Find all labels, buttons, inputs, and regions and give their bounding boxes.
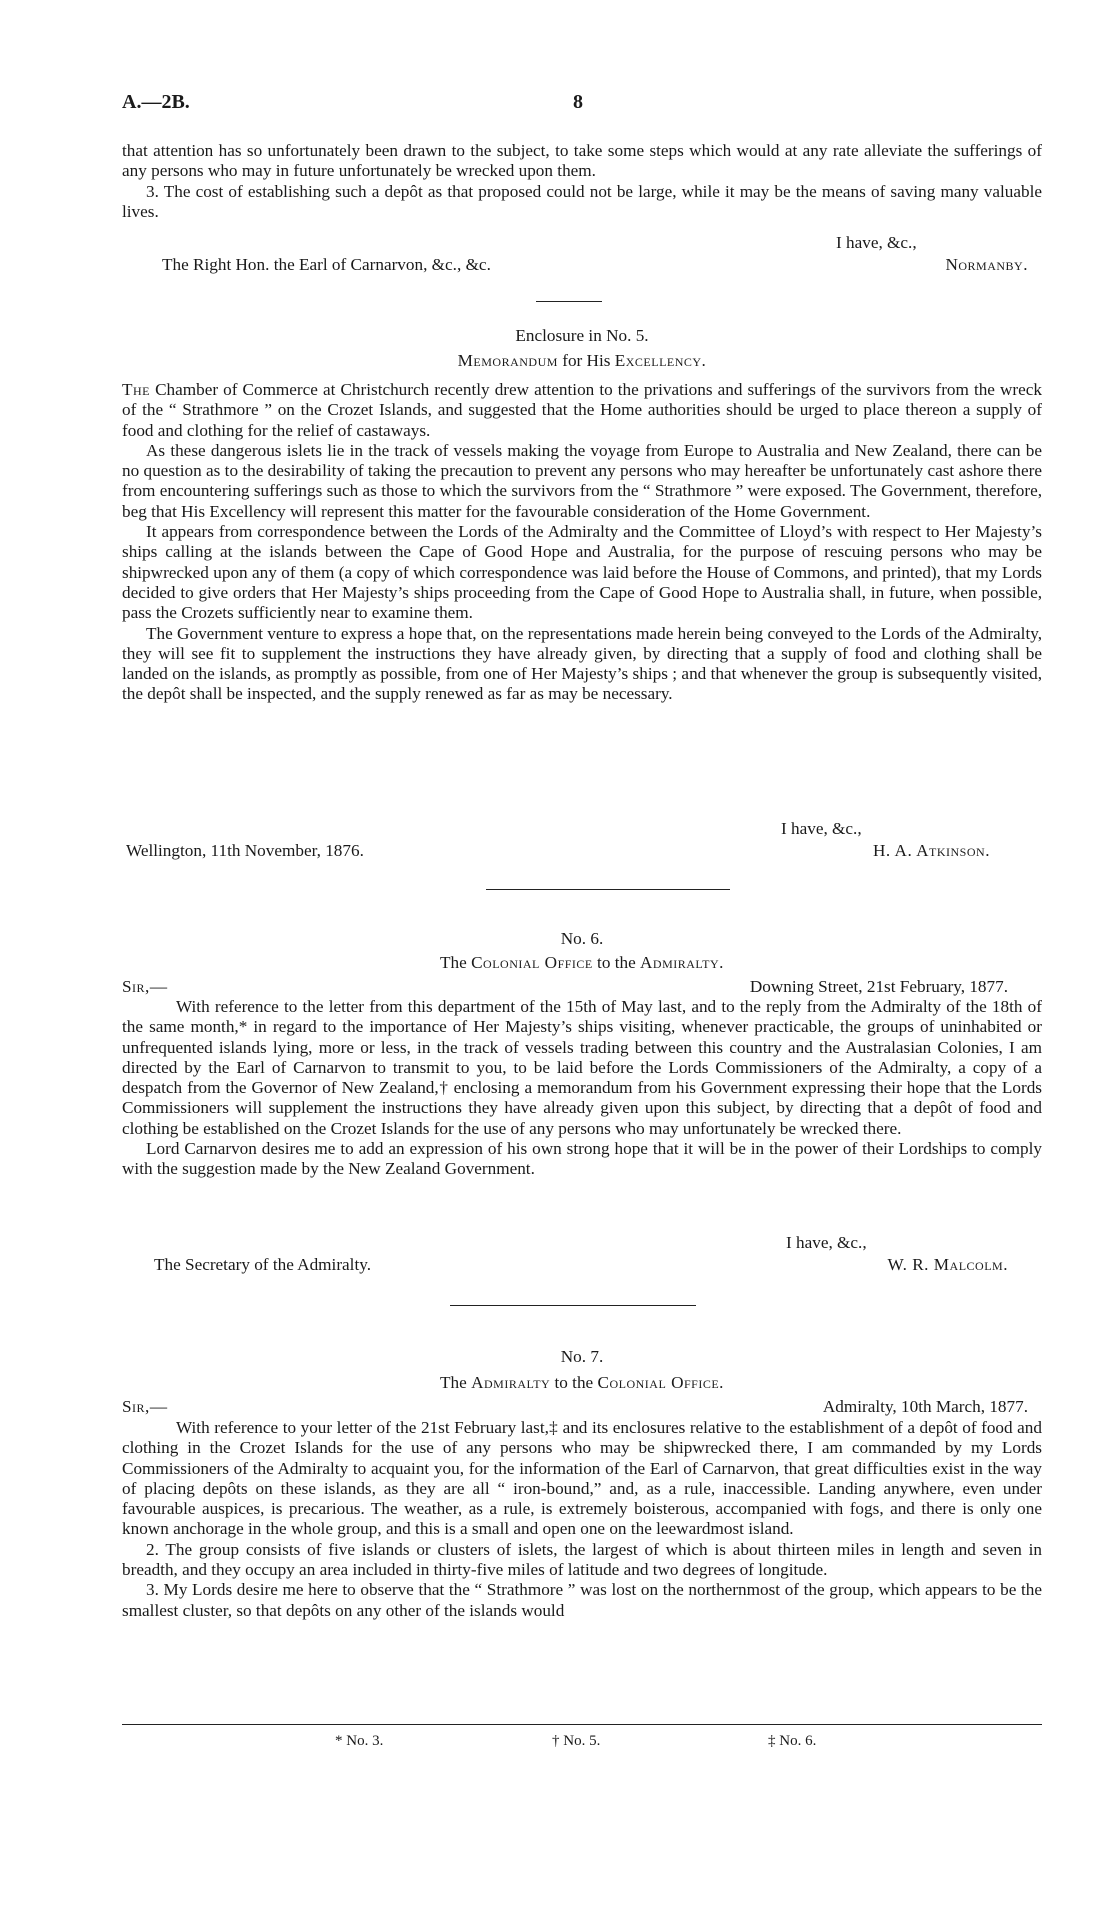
no6-paragraph-1: With reference to the letter from this department of the 15th of May last, and to the reply from the Admiralty of the 18th of the same month,* in regard to the importance of Her Majesty’s ships visiting, whenever practicable, the groups of uninhabited or unfrequented islands lying, more or less, in the track of vessels trading between this country and the Australasian Colonies, I am directed by the Earl of Carnarvon to transmit to you, to be laid before the Lords Commissioners of the Admiralty, a copy of a despatch from the Governor of New Zealand,† enclosing a memorandum from his Government expressing their hope that the Lords Commissioners will supplement the instructions they have already given upon this subject, by directing that a depôt of food and clothing be established on the Crozet Islands for the use of any persons who may unfortunately be wrecked there. <box>122 997 1042 1138</box>
addressee: The Right Hon. the Earl of Carnarvon, &c., &c. <box>162 255 491 274</box>
paragraph-3: 3. The cost of establishing such a depôt as that proposed could not be large, while it may be the means of saving many valuable lives. <box>122 181 1042 221</box>
no7-heading: No. 7. <box>560 1347 604 1366</box>
place-date: Wellington, 11th November, 1876. <box>126 841 364 860</box>
addressee: The Secretary of the Admiralty. <box>154 1255 371 1274</box>
signature: H. A. Atkinson. <box>873 841 990 860</box>
memorandum-body <box>122 380 1042 705</box>
no6-heading: No. 6. <box>560 929 604 948</box>
section-divider <box>450 1305 696 1306</box>
footnote-3: ‡ No. 6. <box>768 1733 817 1749</box>
memo-paragraph-2: As these dangerous islets lie in the track of vessels making the voyage from Europe to Australia and New Zealand, there can be no question as to the desirability of taking the precaution to prevent any persons who may hereafter be unfortunately cast ashore there from encountering sufferings such as those to which the survivors from the “ Strathmore ” were exposed. The Government, therefore, beg that His Excellency will represent this matter for the favourable consideration of the Home Government. <box>122 440 1042 521</box>
footnote-1: * No. 3. <box>335 1733 384 1749</box>
no7-paragraph-1: With reference to your letter of the 21st February last,‡ and its enclosures relative to the establishment of a depôt of food and clothing in the Crozet Islands for the use of any persons who may be shipwrecked there, I am commanded by my Lords Commissioners of the Admiralty to acquaint you, for the information of the Earl of Carnarvon, that great difficulties exist in the way of placing depôts on these islands, as they are all “ iron-bound,” and, as a rule, inaccessible. Landing anywhere, even under favourable auspices, is precarious. The weather, as a rule, is extremely boisterous, accompanied with fogs, and there is only one known anchorage in the whole group, and this is a small and open one on the leewardmost island. <box>122 1418 1042 1539</box>
footnote-2: † No. 5. <box>552 1733 601 1749</box>
no6-body <box>122 997 1042 1180</box>
no7-body <box>122 1418 1042 1621</box>
no7-title: The Admiralty to the Colonial Office. <box>440 1373 724 1392</box>
no4-tail-text <box>122 141 1042 222</box>
closing-phrase: I have, &c., <box>781 819 862 838</box>
memo-paragraph-1: The Chamber of Commerce at Christchurch recently drew attention to the privations and sufferings of the survivors from the wreck of the “ Strathmore ” on the Crozet Islands, and suggested that the Home authorities should be urged to place thereon a supply of food and clothing for the relief of castaways. <box>122 380 1042 440</box>
memo-paragraph-3: It appears from correspondence between the Lords of the Admiralty and the Committee of Lloyd’s with respect to Her Majesty’s ships calling at the islands between the Cape of Good Hope and Australia, for the purpose of rescuing persons who may be shipwrecked upon any of them (a copy of which correspondence was laid before the House of Commons, and printed), that my Lords decided to give orders that Her Majesty’s ships proceeding from the Cape of Good Hope to Australia shall, in future, when possible, pass the Crozets sufficiently near to examine them. <box>122 522 1042 623</box>
dateline: Admiralty, 10th March, 1877. <box>822 1397 1028 1416</box>
document-reference: A.—2B. <box>122 91 190 113</box>
signature: Normanby. <box>945 255 1028 274</box>
no7-paragraph-2: 2. The group consists of five islands or clusters of islets, the largest of which is about thirteen miles in length and seven in breadth, and they occupy an area included in thirty-five miles of latitude and two degrees of longitude. <box>122 1539 1042 1580</box>
no6-title: The Colonial Office to the Admiralty. <box>440 953 724 972</box>
salutation: Sir,— <box>122 1397 168 1416</box>
no7-paragraph-3: 3. My Lords desire me here to observe that the “ Strathmore ” was lost on the northernmost of the group, which appears to be the smallest cluster, so that depôts on any other of the islands would <box>122 1580 1042 1620</box>
dateline: Downing Street, 21st February, 1877. <box>749 977 1008 996</box>
memorandum-title: Memorandum for His Excellency. <box>457 351 707 370</box>
signature: W. R. Malcolm. <box>887 1255 1008 1274</box>
section-divider <box>536 301 602 302</box>
continuation-paragraph: that attention has so unfortunately been drawn to the subject, to take some steps which would at any rate alleviate the sufferings of any persons who may in future unfortunately be wrecked upon them. <box>122 141 1042 181</box>
salutation: Sir,— <box>122 977 168 996</box>
memo-paragraph-4: The Government venture to express a hope that, on the representations made herein being conveyed to the Lords of the Admiralty, they will see fit to supplement the instructions they have already given, by directing that a supply of food and clothing shall be landed on the islands, as promptly as possible, from one of Her Majesty’s ships ; and that whenever the group is subsequently visited, the depôt shall be inspected, and the supply renewed as far as may be necessary. <box>122 623 1042 704</box>
closing-phrase: I have, &c., <box>836 233 917 252</box>
page-number: 8 <box>573 91 583 113</box>
closing-phrase: I have, &c., <box>786 1233 867 1252</box>
no6-paragraph-2: Lord Carnarvon desires me to add an expression of his own strong hope that it will be in the power of their Lordships to comply with the suggestion made by the New Zealand Government. <box>122 1139 1042 1179</box>
footnote-rule <box>122 1724 1042 1725</box>
enclosure-heading: Enclosure in No. 5. <box>515 326 649 345</box>
section-divider <box>486 889 730 890</box>
